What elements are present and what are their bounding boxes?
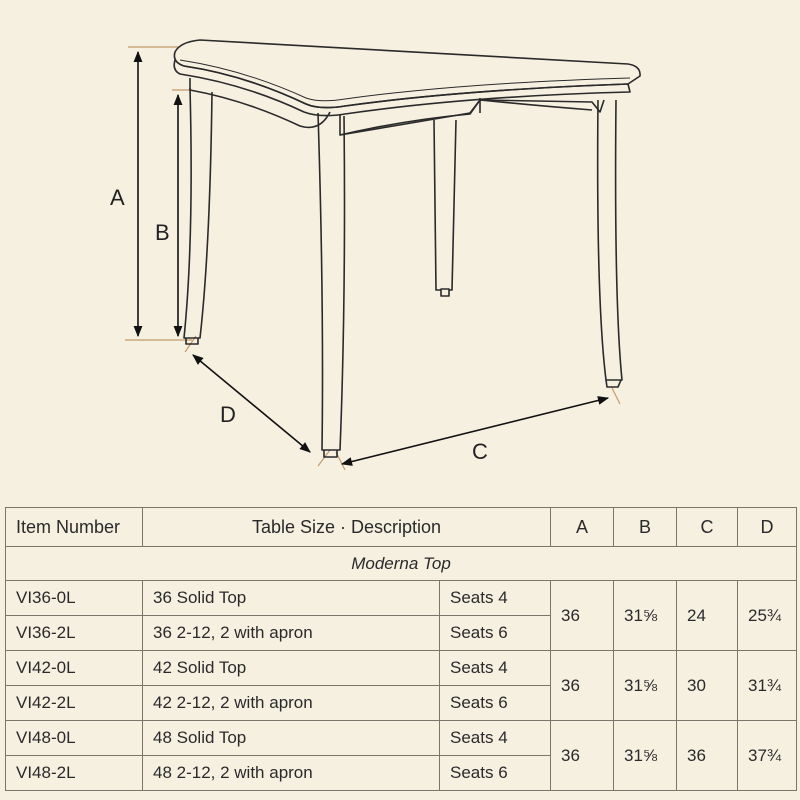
table-description: 42 2-12, 2 with apron <box>143 686 440 721</box>
dimension-arrows <box>138 52 608 464</box>
seats: Seats 6 <box>440 686 551 721</box>
seats: Seats 4 <box>440 651 551 686</box>
header-a: A <box>551 508 614 547</box>
seats: Seats 6 <box>440 756 551 791</box>
section-row <box>6 547 797 581</box>
dimension-b-value: 31⅝ <box>614 721 677 791</box>
table-row <box>6 721 797 756</box>
header-c: C <box>677 508 738 547</box>
table-description: 48 2-12, 2 with apron <box>143 756 440 791</box>
table-description: 36 2-12, 2 with apron <box>143 616 440 651</box>
dimension-a-value: 36 <box>551 581 614 651</box>
dimension-c-value: 30 <box>677 651 738 721</box>
dimension-c-value: 36 <box>677 721 738 791</box>
item-number: VI42-0L <box>6 651 143 686</box>
table-description: 48 Solid Top <box>143 721 440 756</box>
dimension-d-value: 31¾ <box>738 651 797 721</box>
dimension-a-value: 36 <box>551 721 614 791</box>
header-d: D <box>738 508 797 547</box>
seats: Seats 4 <box>440 581 551 616</box>
dimension-d-value: 37¾ <box>738 721 797 791</box>
item-number: VI36-0L <box>6 581 143 616</box>
table-illustration <box>174 40 640 457</box>
dimension-b-value: 31⅝ <box>614 651 677 721</box>
header-row <box>6 508 797 547</box>
header-b: B <box>614 508 677 547</box>
dimension-b-value: 31⅝ <box>614 581 677 651</box>
table-row <box>6 651 797 686</box>
seats: Seats 6 <box>440 616 551 651</box>
dimension-b-label: B <box>155 220 170 245</box>
dimension-c-value: 24 <box>677 581 738 651</box>
table-description: 42 Solid Top <box>143 651 440 686</box>
dimension-d-value: 25¾ <box>738 581 797 651</box>
item-number: VI42-2L <box>6 686 143 721</box>
dimension-a-label: A <box>110 185 125 210</box>
section-title: Moderna Top <box>6 547 797 581</box>
seats: Seats 4 <box>440 721 551 756</box>
item-number: VI36-2L <box>6 616 143 651</box>
header-description: Table Size · Description <box>143 508 551 547</box>
spec-table <box>5 507 797 791</box>
dimension-d-label: D <box>220 402 236 427</box>
dimension-a-value: 36 <box>551 651 614 721</box>
dimension-d-arrow <box>193 355 310 452</box>
item-number: VI48-2L <box>6 756 143 791</box>
table-row <box>6 581 797 616</box>
table-description: 36 Solid Top <box>143 581 440 616</box>
header-item-number: Item Number <box>6 508 143 547</box>
item-number: VI48-0L <box>6 721 143 756</box>
dimension-c-label: C <box>472 439 488 464</box>
